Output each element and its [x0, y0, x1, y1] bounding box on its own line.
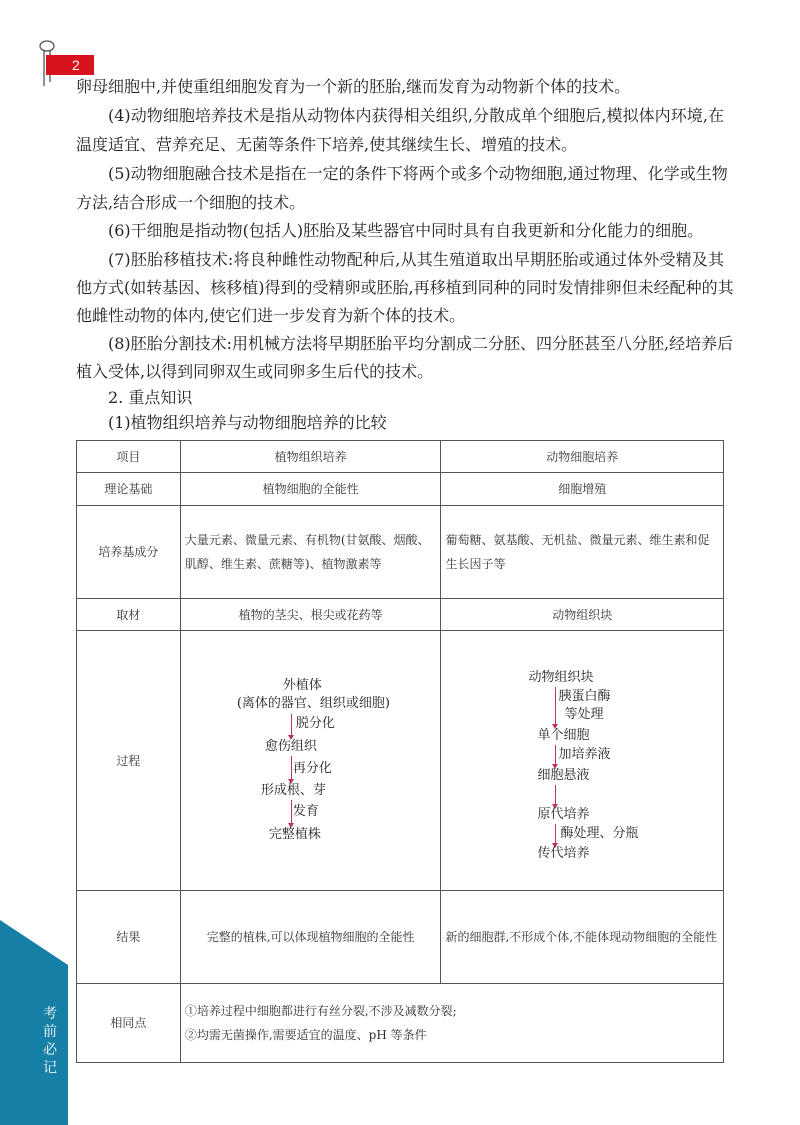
comparison-table	[76, 440, 724, 1063]
row-label: 结果	[77, 891, 181, 984]
plant-flow-diagram	[181, 632, 441, 890]
paragraph-line: 温度适宜、营养充足、无菌等条件下培养,使其继续生长、增殖的技术。	[76, 135, 578, 154]
plant-cell: 完整的植株,可以体现植物细胞的全能性	[180, 891, 441, 984]
flow-step: 传代培养	[537, 845, 590, 861]
paragraph-line: 卵母细胞中,并使重组细胞发育为一个新的胚胎,继而发育为动物新个体的技术。	[76, 77, 631, 96]
paragraph-line: 他雌性动物的体内,使它们进一步发育为新个体的技术。	[76, 306, 466, 325]
table-row	[77, 506, 724, 599]
table-header-row	[77, 441, 724, 473]
animal-cell: 细胞增殖	[441, 473, 724, 506]
paragraph-line: (5)动物细胞融合技术是指在一定的条件下将两个或多个动物细胞,通过物理、化学或生物	[108, 164, 728, 183]
flow-condition: 酶处理、分瓶	[560, 825, 639, 841]
row-label: 过程	[77, 631, 181, 891]
flow-condition: 胰蛋白酶	[558, 688, 611, 704]
flow-step: 完整植株	[268, 826, 321, 842]
paragraph-line: (6)干细胞是指动物(包括人)胚胎及某些器官中同时具有自我更新和分化能力的细胞。	[108, 221, 704, 240]
plant-cell: 植物的茎尖、根尖或花药等	[180, 599, 441, 631]
flow-step: 原代培养	[537, 806, 590, 822]
plant-flow-cell	[180, 631, 441, 891]
arrow-icon	[291, 714, 292, 736]
arrow-icon	[291, 800, 292, 824]
plant-cell: 植物细胞的全能性	[180, 473, 441, 506]
flow-step: 外植体	[282, 677, 322, 693]
animal-cell: 新的细胞群,不形成个体,不能体现动物细胞的全能性	[441, 891, 724, 984]
table-title: (1)植物组织培养与动物细胞培养的比较	[108, 413, 387, 432]
flow-step: 动物组织块	[528, 669, 594, 685]
row-label: 培养基成分	[77, 506, 181, 599]
header-animal: 动物细胞培养	[441, 441, 724, 473]
animal-flow-diagram	[441, 632, 723, 890]
arrow-icon	[555, 745, 556, 765]
header-item: 项目	[77, 441, 181, 473]
arrow-icon	[555, 687, 556, 725]
row-label: 理论基础	[77, 473, 181, 506]
paragraph-line: 方法,结合形成一个细胞的技术。	[76, 193, 306, 212]
table-row	[77, 631, 724, 891]
plant-cell: 大量元素、微量元素、有机物(甘氨酸、烟酸、肌醇、维生素、蔗糖等)、植物激素等	[180, 506, 441, 599]
table-row	[77, 984, 724, 1063]
common-cell	[180, 984, 723, 1063]
paragraph-line: 他方式(如转基因、核移植)得到的受精卵或胚胎,再移植到同种的同时发情排卵但未经配种的其	[76, 278, 734, 297]
flow-step: 愈伤组织	[264, 738, 317, 754]
table-row	[77, 599, 724, 631]
arrow-icon	[555, 785, 556, 805]
table-row	[77, 473, 724, 506]
paragraph-line: (7)胚胎移植技术:将良种雌性动物配种后,从其生殖道取出早期胚胎或通过体外受精及其	[108, 250, 724, 269]
flow-step: 形成根、芽	[260, 782, 326, 798]
page-number-badge: 2	[46, 55, 94, 75]
animal-cell: 葡萄糖、氨基酸、无机盐、微量元素、维生素和促生长因子等	[441, 506, 724, 599]
paragraph-line: (8)胚胎分割技术:用机械方法将早期胚胎平均分割成二分胚、四分胚甚至八分胚,经培养后	[108, 334, 734, 353]
flow-condition: 等处理	[564, 706, 604, 722]
flow-step: 细胞悬液	[537, 767, 590, 783]
paragraph-line: 植入受体,以得到同卵双生或同卵多生后代的技术。	[76, 362, 434, 381]
section-heading: 2. 重点知识	[108, 388, 193, 407]
common-point: ②均需无菌操作,需要适宜的温度、pH 等条件	[184, 1028, 427, 1042]
animal-cell: 动物组织块	[441, 599, 724, 631]
flow-condition: 再分化	[292, 760, 332, 776]
side-tab-label: 考前必记	[43, 1006, 57, 1076]
arrow-icon	[555, 824, 556, 844]
row-label: 相同点	[77, 984, 181, 1063]
paragraph-line: (4)动物细胞培养技术是指从动物体内获得相关组织,分散成单个细胞后,模拟体内环境,在	[108, 106, 724, 125]
header-plant: 植物组织培养	[180, 441, 441, 473]
flow-step: 单个细胞	[537, 727, 590, 743]
flow-condition: 加培养液	[558, 746, 611, 762]
row-label: 取材	[77, 599, 181, 631]
animal-flow-cell	[441, 631, 724, 891]
flow-step: (离体的器官、组织或细胞)	[236, 695, 390, 711]
arrow-icon	[291, 756, 292, 780]
flow-condition: 发育	[292, 803, 319, 819]
flow-condition: 脱分化	[295, 715, 335, 731]
common-point: ①培养过程中细胞都进行有丝分裂,不涉及减数分裂;	[184, 1004, 457, 1018]
table-row	[77, 891, 724, 984]
